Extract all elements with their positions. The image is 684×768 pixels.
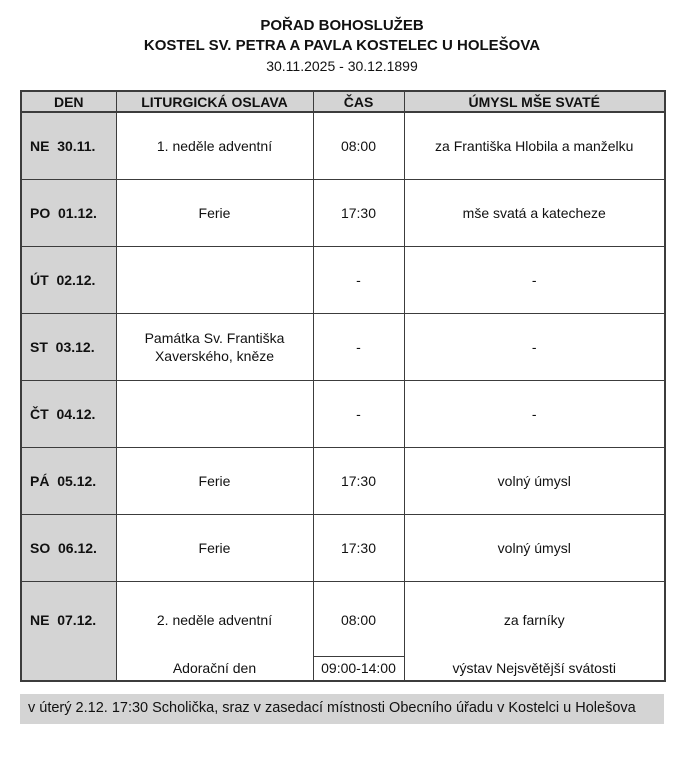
den-cell: ČT 04.12. [21, 380, 116, 447]
schedule-table [20, 90, 666, 682]
liturgy-cell: Památka Sv. Františka Xaverského, kněze [116, 313, 313, 380]
liturgy-cell: Ferie [116, 514, 313, 581]
liturgy-cell: 1. neděle adventní [116, 112, 313, 179]
intention-cell: - [404, 246, 665, 313]
table-header-row [21, 91, 665, 112]
den-cell: ST 03.12. [21, 313, 116, 380]
time-cell: 17:30 [313, 514, 404, 581]
liturgy-line-2: Adorační den [172, 659, 257, 676]
time-line-2: 09:00-14:00 [314, 656, 404, 677]
liturgy-cell: Ferie [116, 447, 313, 514]
intention-cell: mše svatá a katecheze [404, 179, 665, 246]
liturgy-cell [116, 246, 313, 313]
time-cell: - [313, 380, 404, 447]
time-cell: - [313, 313, 404, 380]
table-row [21, 313, 665, 380]
den-cell: PO 01.12. [21, 179, 116, 246]
table-row [21, 447, 665, 514]
intention-cell: za Františka Hlobila a manželku [404, 112, 665, 179]
intention-cell: volný úmysl [404, 447, 665, 514]
table-row [21, 514, 665, 581]
den-cell: ÚT 02.12. [21, 246, 116, 313]
column-header-time: ČAS [313, 91, 404, 112]
table-row [21, 112, 665, 179]
intention-cell: - [404, 313, 665, 380]
intention-cell: volný úmysl [404, 514, 665, 581]
page-title: POŘAD BOHOSLUŽEB [260, 17, 424, 34]
table-row [21, 246, 665, 313]
time-cell: 17:30 [313, 179, 404, 246]
liturgy-cell: Ferie [116, 179, 313, 246]
intention-line-1: za farníky [503, 611, 565, 628]
column-header-liturgy: LITURGICKÁ OSLAVA [116, 91, 313, 112]
liturgy-line-1: 2. neděle adventní [156, 611, 273, 628]
time-line-1: 08:00 [340, 611, 377, 628]
intention-cell [404, 581, 665, 681]
time-cell: 08:00 [313, 112, 404, 179]
page-subtitle: KOSTEL SV. PETRA A PAVLA KOSTELEC U HOLEŠOVA [143, 37, 541, 54]
table-row [21, 581, 665, 681]
time-cell: 17:30 [313, 447, 404, 514]
footer-note: v úterý 2.12. 17:30 Scholička, sraz v zasedací místnosti Obecního úřadu v Kostelci u Holešova [20, 694, 664, 724]
den-cell: SO 06.12. [21, 514, 116, 581]
den-cell: NE 30.11. [21, 112, 116, 179]
time-cell [313, 581, 404, 681]
intention-cell: - [404, 380, 665, 447]
den-cell: NE 07.12. [21, 581, 116, 681]
time-cell: - [313, 246, 404, 313]
table-row [21, 380, 665, 447]
column-header-intention: ÚMYSL MŠE SVATÉ [404, 91, 665, 112]
intention-line-2: výstav Nejsvětější svátosti [452, 659, 616, 676]
date-range: 30.11.2025 - 30.12.1899 [266, 58, 418, 74]
liturgy-cell [116, 380, 313, 447]
document-header [20, 16, 664, 76]
column-header-den: DEN [21, 91, 116, 112]
table-row [21, 179, 665, 246]
liturgy-cell [116, 581, 313, 681]
den-cell: PÁ 05.12. [21, 447, 116, 514]
